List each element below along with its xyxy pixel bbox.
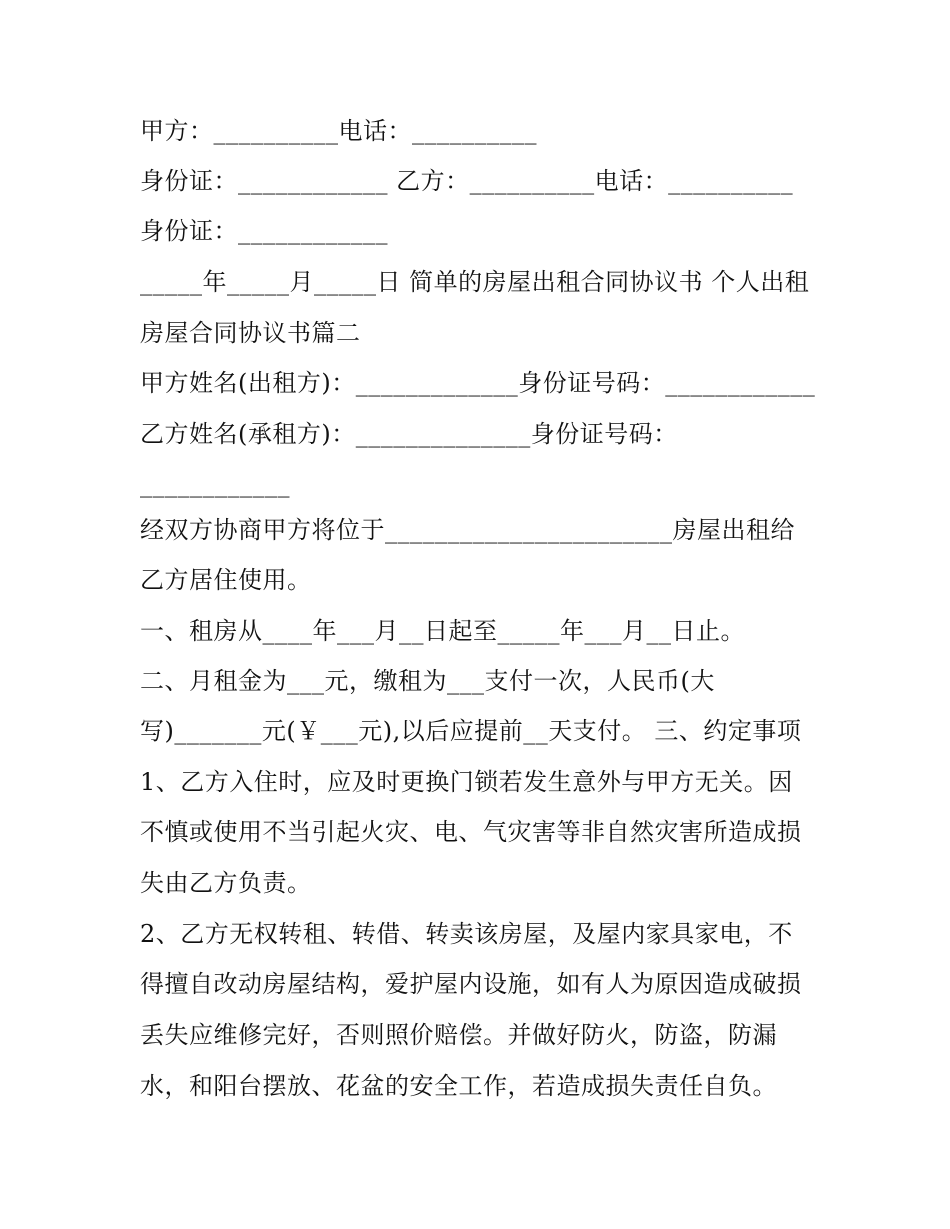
item-2-line-2: 得擅自改动房屋结构，爱护屋内设施，如有人为原因造成破损 — [140, 970, 802, 998]
party-a-contact-line: 甲方：__________电话：__________ — [140, 117, 537, 145]
item-1-line-1: 1、乙方入住时，应及时更换门锁若发生意外与甲方无关。因 — [140, 768, 793, 796]
item-1-line-2: 不慎或使用不当引起火灾、电、气灾害等非自然灾害所造成损 — [140, 818, 802, 846]
clause-2-rent-line: 二、月租金为___元，缴租为___支付一次，人民币(大 — [140, 667, 715, 695]
lessee-id-blank-line: ____________ — [140, 470, 290, 498]
lessee-name-line: 乙方姓名(承租方)：______________身份证号码： — [140, 420, 678, 448]
item-2-line-3: 丢失应维修完好，否则照价赔偿。并做好防火，防盗，防漏 — [140, 1021, 777, 1049]
property-location-line: 经双方协商甲方将位于_______________________房屋出租给 — [140, 516, 795, 544]
property-use-line: 乙方居住使用。 — [140, 566, 312, 594]
lessor-name-line: 甲方姓名(出租方)：_____________身份证号码：____________ — [140, 369, 816, 397]
clause-1-term-line: 一、租房从____年___月__日起至_____年___月__日止。 — [140, 617, 745, 645]
item-1-line-3: 失由乙方负责。 — [140, 869, 312, 897]
section-heading-line: 房屋合同协议书篇二 — [140, 319, 361, 347]
item-2-line-4: 水，和阳台摆放、花盆的安全工作，若造成损失责任自负。 — [140, 1072, 777, 1100]
clause-2-payment-line: 写)_______元(￥___元),以后应提前__天支付。 三、约定事项 — [140, 717, 802, 745]
item-2-line-1: 2、乙方无权转租、转借、转卖该房屋，及屋内家具家电，不 — [140, 920, 793, 948]
party-b-id-line: 身份证：____________ — [140, 217, 388, 245]
party-a-id-party-b-line: 身份证：____________ 乙方：__________电话：__________ — [140, 167, 794, 195]
date-title-line: _____年_____月_____日 简单的房屋出租合同协议书 个人出租 — [140, 268, 810, 296]
